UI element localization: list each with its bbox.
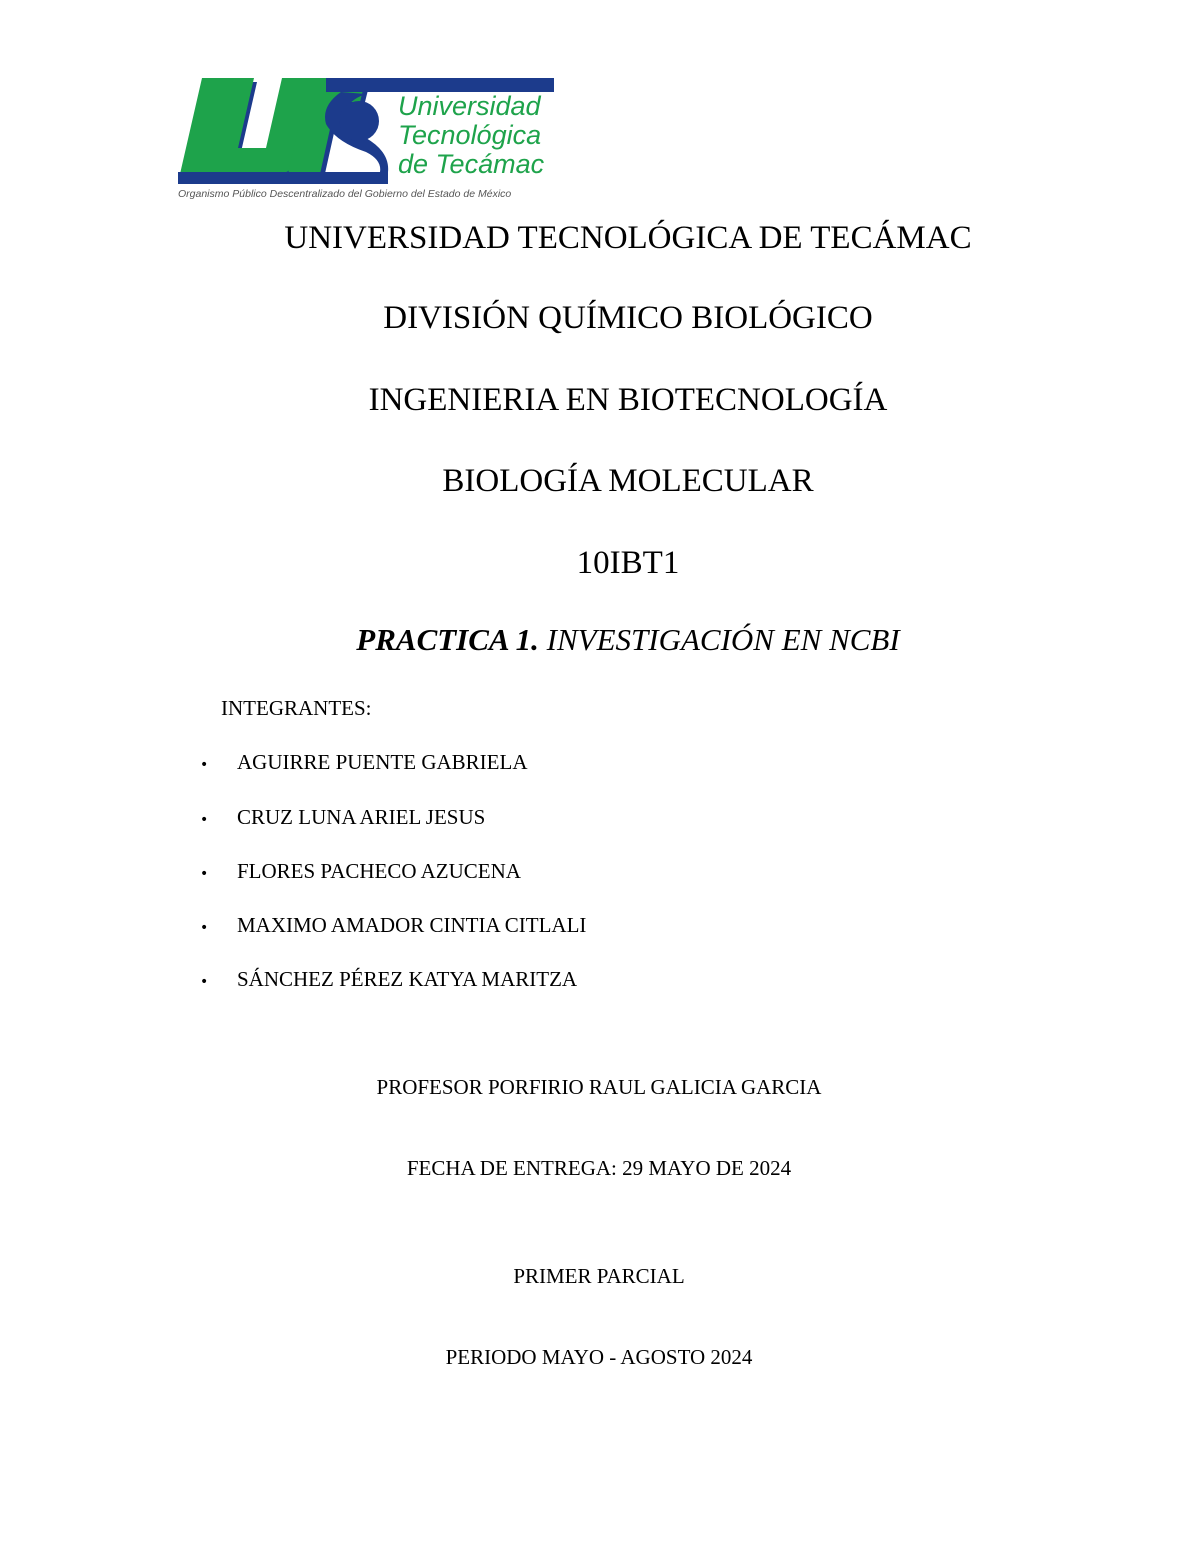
- bullet-icon: •: [200, 920, 209, 936]
- group-code: 10IBT1: [576, 545, 680, 581]
- bullet-icon: •: [200, 866, 209, 882]
- period: PERIODO MAYO - AGOSTO 2024: [445, 1345, 753, 1369]
- member-name: SÁNCHEZ PÉREZ KATYA MARITZA: [237, 967, 578, 991]
- division-name: DIVISIÓN QUÍMICO BIOLÓGICO: [383, 300, 873, 336]
- logo-name-line-1: Universidad: [398, 91, 541, 121]
- subject-name: BIOLOGÍA MOLECULAR: [442, 463, 814, 499]
- member-item: [200, 858, 521, 887]
- logo-tagline: Organismo Público Descentralizado del Gobierno del Estado de México: [178, 188, 512, 200]
- member-name: CRUZ LUNA ARIEL JESUS: [237, 805, 486, 829]
- bullet-icon: •: [200, 812, 209, 828]
- term: PRIMER PARCIAL: [513, 1264, 685, 1288]
- logo-name-line-3: de Tecámac: [398, 149, 545, 179]
- member-item: [200, 912, 586, 941]
- member-item: [200, 749, 527, 778]
- member-name: MAXIMO AMADOR CINTIA CITLALI: [237, 913, 587, 937]
- university-logo: [176, 76, 556, 202]
- career-name: INGENIERIA EN BIOTECNOLOGÍA: [368, 382, 888, 418]
- members-label: INTEGRANTES:: [221, 696, 372, 720]
- practice-title: [0, 620, 1200, 660]
- university-name: UNIVERSIDAD TECNOLÓGICA DE TECÁMAC: [284, 220, 972, 256]
- due-date: FECHA DE ENTREGA: 29 MAYO DE 2024: [406, 1156, 792, 1180]
- member-name: AGUIRRE PUENTE GABRIELA: [237, 750, 528, 774]
- member-item: [200, 966, 577, 995]
- practice-topic: INVESTIGACIÓN EN NCBI: [538, 622, 900, 657]
- member-name: FLORES PACHECO AZUCENA: [237, 859, 521, 883]
- logo-name-line-2: Tecnológica: [398, 120, 542, 150]
- practice-number: PRACTICA 1.: [356, 622, 539, 657]
- member-item: [200, 804, 485, 833]
- bullet-icon: •: [200, 757, 209, 773]
- bullet-icon: •: [200, 974, 209, 990]
- professor: PROFESOR PORFIRIO RAUL GALICIA GARCIA: [376, 1075, 822, 1099]
